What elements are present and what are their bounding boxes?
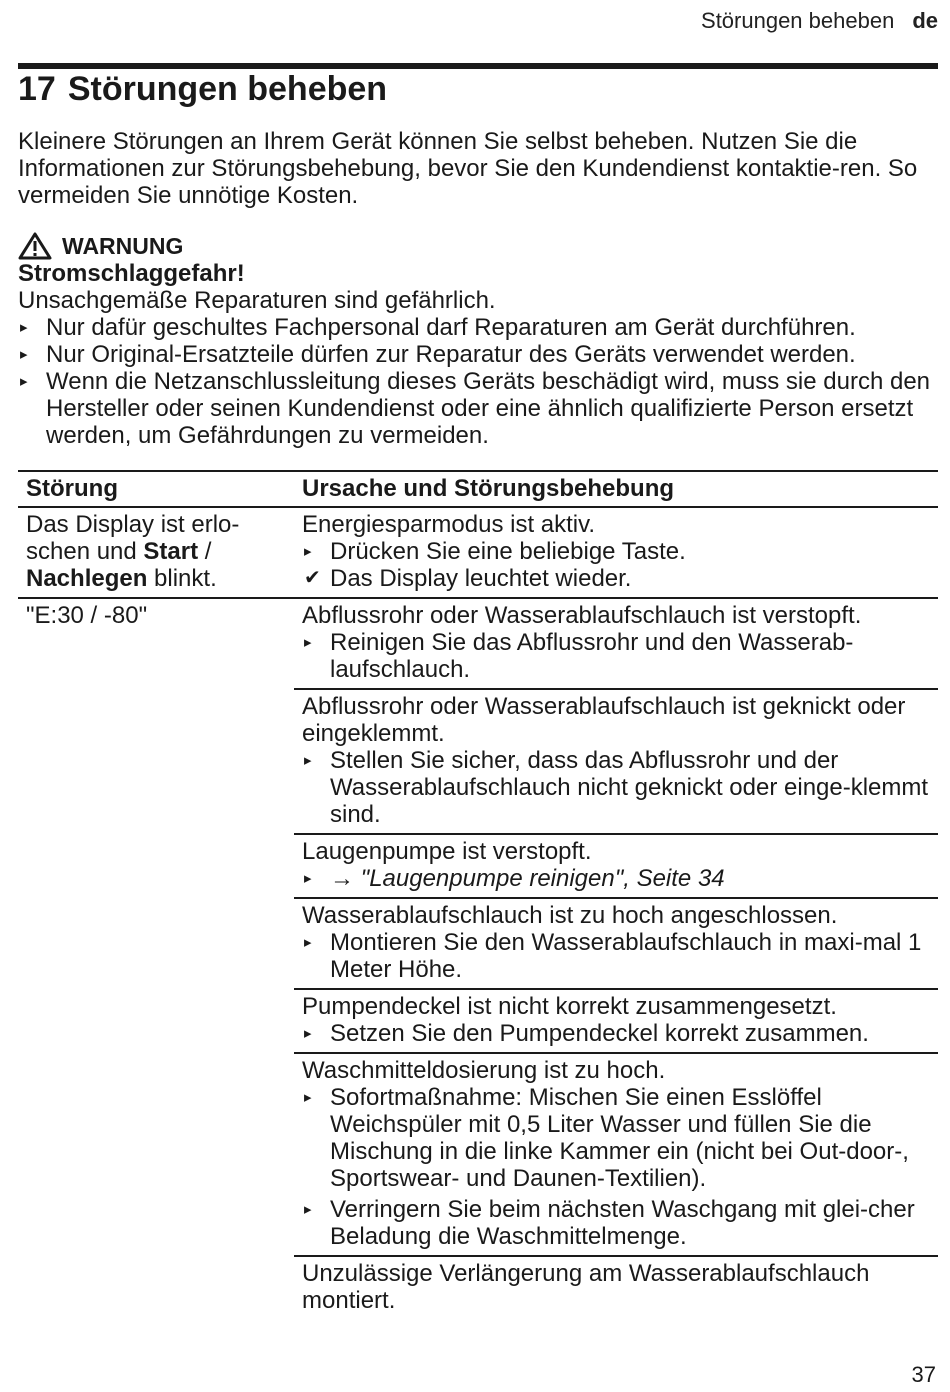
list-item: ▸ Stellen Sie sicher, dass das Abflussrohr und der Wasserablaufschlauch nicht geknickt oder einge-klemmt sind.: [304, 747, 929, 828]
chapter-title-text: Störungen beheben: [67, 70, 388, 108]
cross-reference-link[interactable]: "Laugenpumpe reinigen", Seite 34: [360, 865, 725, 892]
list-item: ▸ Drücken Sie eine beliebige Taste.: [304, 538, 686, 565]
list-item: ▸ Wenn die Netzanschlussleitung dieses Geräts beschädigt wird, muss sie durch den Hersteller oder seinen Kundendienst oder eine ähnlich qualifizierte Person ersetzt werden, um Gefährdungen zu vermeiden.: [20, 368, 931, 449]
table-row: [18, 507, 938, 598]
nachlegen-button-label: Nachlegen: [26, 565, 148, 592]
cause-text: Wasserablaufschlauch ist zu hoch angeschlossen.: [302, 902, 838, 929]
cause-cell: [294, 1256, 938, 1319]
cause-text: Pumpendeckel ist nicht korrekt zusammengesetzt.: [302, 993, 837, 1020]
list-item: ▸ Montieren Sie den Wasserablaufschlauch in maxi-mal 1 Meter Höhe.: [304, 929, 922, 983]
warning-list: [18, 314, 940, 449]
cause-text: Energiesparmodus ist aktiv.: [302, 511, 596, 538]
list-item: ▸ Sofortmaßnahme: Mischen Sie einen Esslöffel Weichspüler mit 0,5 Liter Wasser und füllen Sie die Mischung in die linke Kammer ein (nicht bei Out-door-, Sportswear- und Daunen-Textilien).: [304, 1084, 909, 1192]
bullet-triangle-icon: ▸: [304, 634, 312, 651]
cause-cell: [294, 834, 938, 898]
cause-cell: [294, 689, 938, 834]
cause-cell: [294, 1053, 938, 1256]
list-item: [302, 865, 930, 892]
warning-box: [18, 232, 940, 449]
cause-text: Abflussrohr oder Wasserablaufschlauch ist verstopft.: [302, 602, 862, 629]
intro-paragraph: Kleinere Störungen an Ihrem Gerät können Sie selbst beheben. Nutzen Sie die Informationen zur Störungsbehebung, bevor Sie den Kundendienst kontaktie-ren. So vermeiden Sie unnötige Kosten.: [18, 128, 918, 209]
list-item: ▸ Setzen Sie den Pumpendeckel korrekt zusammen.: [304, 1020, 869, 1047]
fault-cell: "E:30 / -80": [26, 602, 148, 629]
chapter-title: [18, 70, 387, 109]
warning-label: WARNUNG: [62, 232, 184, 259]
bullet-triangle-icon: ▸: [304, 1025, 312, 1042]
cause-cell: [294, 507, 938, 598]
header-section-title: Störungen beheben: [701, 8, 895, 33]
header-rule: [18, 63, 938, 69]
page-number: 37: [911, 1362, 936, 1387]
troubleshooting-table: [18, 470, 938, 1319]
check-icon: ✔: [304, 567, 321, 589]
bullet-triangle-icon: ▸: [20, 319, 28, 336]
table-row: [18, 598, 938, 689]
list-item: ▸ Nur dafür geschultes Fachpersonal darf Reparaturen am Gerät durchführen.: [20, 314, 856, 341]
cause-cell: [294, 898, 938, 989]
column-header-cause: Ursache und Störungsbehebung: [294, 471, 938, 507]
bullet-triangle-icon: ▸: [304, 1089, 312, 1106]
warning-triangle-icon: [18, 232, 52, 260]
arrow-right-icon: →: [330, 865, 354, 892]
list-item: ✔ Das Display leuchtet wieder.: [304, 565, 632, 592]
table-header-row: [18, 471, 938, 507]
bullet-triangle-icon: ▸: [304, 870, 312, 887]
header-language-code: de: [912, 8, 938, 33]
start-button-label: Start: [143, 538, 199, 565]
bullet-triangle-icon: ▸: [304, 752, 312, 769]
bullet-triangle-icon: ▸: [304, 934, 312, 951]
chapter-number: 17: [18, 70, 56, 108]
cause-cell: [294, 598, 938, 689]
cause-text: Unzulässige Verlängerung am Wasserablaufschlauch montiert.: [302, 1260, 870, 1314]
warning-header: [18, 232, 940, 260]
cause-text: Waschmitteldosierung ist zu hoch.: [302, 1057, 666, 1084]
fault-cell: Das Display ist erlo-schen und Start / Nachlegen blinkt.: [18, 507, 294, 598]
cause-text: Laugenpumpe ist verstopft.: [302, 838, 592, 865]
cause-text: Abflussrohr oder Wasserablaufschlauch ist geknickt oder eingeklemmt.: [302, 693, 906, 747]
running-header: [701, 8, 938, 34]
warning-heading: Stromschlaggefahr!: [18, 260, 245, 287]
bullet-triangle-icon: ▸: [20, 373, 28, 390]
bullet-triangle-icon: ▸: [20, 346, 28, 363]
warning-text: Unsachgemäße Reparaturen sind gefährlich.: [18, 287, 496, 314]
bullet-triangle-icon: ▸: [304, 1201, 312, 1218]
list-item: ▸ Nur Original-Ersatzteile dürfen zur Reparatur des Geräts verwendet werden.: [20, 341, 856, 368]
list-item: ▸ Reinigen Sie das Abflussrohr und den Wasserab-laufschlauch.: [304, 629, 854, 683]
column-header-fault: Störung: [18, 471, 294, 507]
cause-cell: [294, 989, 938, 1053]
list-item: ▸ Verringern Sie beim nächsten Waschgang mit glei-cher Beladung die Waschmittelmenge.: [304, 1196, 915, 1250]
bullet-triangle-icon: ▸: [304, 543, 312, 560]
